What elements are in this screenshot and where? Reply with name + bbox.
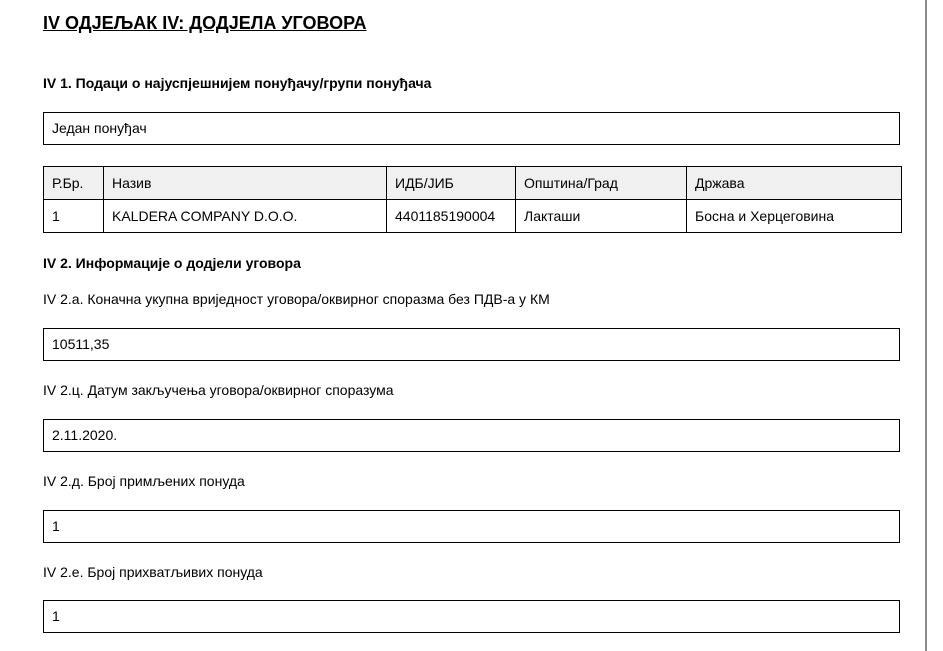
iv1-heading: IV 1. Подаци о најуспјешнијем понуђачу/групи понуђача: [43, 75, 432, 91]
contract-value-label: IV 2.а. Коначна укупна вриједност уговора/оквирног споразма без ПДВ-а у КМ: [43, 291, 550, 307]
col-header-country: Држава: [687, 167, 902, 200]
cell-number: 1: [44, 200, 104, 233]
iv2-heading: IV 2. Информације о додјели уговора: [43, 255, 301, 271]
bidders-table: [43, 166, 902, 233]
contract-value-field: 10511,35: [43, 328, 900, 361]
cell-name: KALDERA COMPANY D.O.O.: [104, 200, 387, 233]
col-header-number: Р.Бр.: [44, 167, 104, 200]
received-offers-field: 1: [43, 510, 900, 543]
table-header-row: [44, 167, 902, 200]
col-header-municipality: Општина/Град: [516, 167, 687, 200]
cell-municipality: Лакташи: [516, 200, 687, 233]
col-header-id: ИДБ/ЈИБ: [387, 167, 516, 200]
contract-date-label: IV 2.ц. Датум закључења уговора/оквирног споразума: [43, 382, 394, 398]
received-offers-label: IV 2.д. Број примљених понуда: [43, 473, 245, 489]
section-title: IV ОДЈЕЉАК IV: ДОДЈЕЛА УГОВОРА: [43, 13, 367, 33]
acceptable-offers-field: 1: [43, 600, 900, 633]
contract-date-field: 2.11.2020.: [43, 419, 900, 452]
col-header-name: Назив: [104, 167, 387, 200]
acceptable-offers-label: IV 2.е. Број прихватљивих понуда: [43, 564, 263, 580]
table-row: [44, 200, 902, 233]
cell-id: 4401185190004: [387, 200, 516, 233]
cell-country: Босна и Херцеговина: [687, 200, 902, 233]
bidder-type-field: Један понуђач: [43, 112, 900, 145]
page-edge: [925, 0, 927, 651]
